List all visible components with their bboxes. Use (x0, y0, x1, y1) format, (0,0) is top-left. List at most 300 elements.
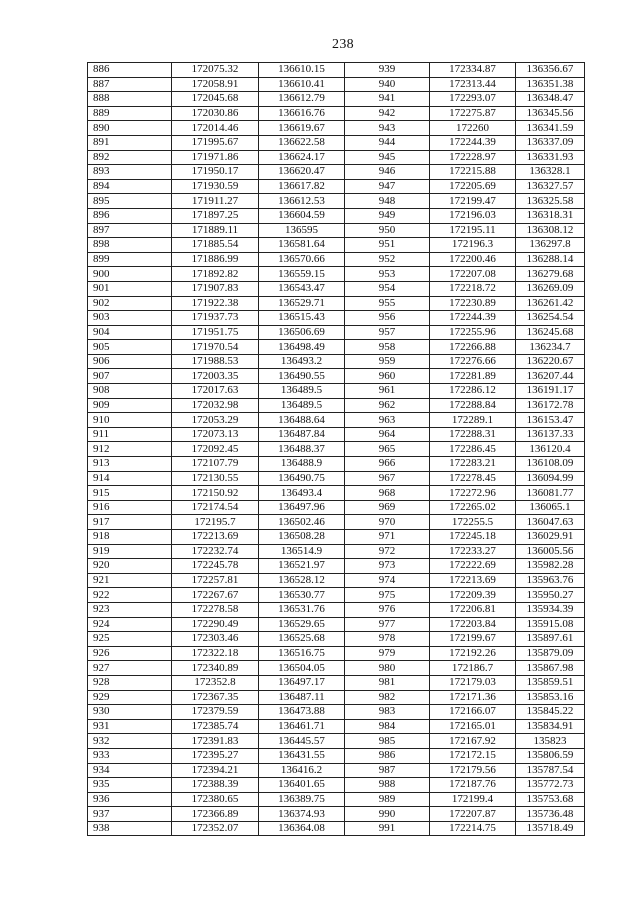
y-coordinate-cell: 136504.05 (259, 661, 345, 676)
y-coordinate-cell: 136461.71 (259, 719, 345, 734)
point-number-cell: 970 (345, 515, 430, 530)
x-coordinate-cell: 171930.59 (172, 179, 259, 194)
x-coordinate-cell: 172232.74 (172, 544, 259, 559)
y-coordinate-cell: 136220.67 (516, 354, 585, 369)
y-coordinate-cell: 136620.47 (259, 165, 345, 180)
x-coordinate-cell: 172278.45 (430, 471, 516, 486)
x-coordinate-cell: 172199.4 (430, 792, 516, 807)
point-number-cell: 916 (88, 500, 172, 515)
table-row (88, 661, 585, 676)
y-coordinate-cell: 136345.56 (516, 106, 585, 121)
point-number-cell: 901 (88, 281, 172, 296)
x-coordinate-cell: 172213.69 (430, 573, 516, 588)
point-number-cell: 939 (345, 63, 430, 78)
y-coordinate-cell: 136487.11 (259, 690, 345, 705)
y-coordinate-cell: 136581.64 (259, 238, 345, 253)
y-coordinate-cell: 136508.28 (259, 530, 345, 545)
table-row (88, 223, 585, 238)
table-row (88, 632, 585, 647)
y-coordinate-cell: 136374.93 (259, 807, 345, 822)
table-row (88, 150, 585, 165)
y-coordinate-cell: 136047.63 (516, 515, 585, 530)
x-coordinate-cell: 172186.7 (430, 661, 516, 676)
table-row (88, 63, 585, 78)
table-row (88, 457, 585, 472)
x-coordinate-cell: 171937.73 (172, 311, 259, 326)
point-number-cell: 924 (88, 617, 172, 632)
y-coordinate-cell: 136473.88 (259, 705, 345, 720)
x-coordinate-cell: 171988.53 (172, 354, 259, 369)
y-coordinate-cell: 136624.17 (259, 150, 345, 165)
point-number-cell: 925 (88, 632, 172, 647)
y-coordinate-cell: 135950.27 (516, 588, 585, 603)
y-coordinate-cell: 135806.59 (516, 748, 585, 763)
x-coordinate-cell: 172272.96 (430, 486, 516, 501)
y-coordinate-cell: 136364.08 (259, 821, 345, 836)
y-coordinate-cell: 136081.77 (516, 486, 585, 501)
table-row (88, 792, 585, 807)
point-number-cell: 990 (345, 807, 430, 822)
table-row (88, 588, 585, 603)
y-coordinate-cell: 136120.4 (516, 442, 585, 457)
table-row (88, 165, 585, 180)
x-coordinate-cell: 172092.45 (172, 442, 259, 457)
x-coordinate-cell: 171951.75 (172, 325, 259, 340)
y-coordinate-cell: 136488.9 (259, 457, 345, 472)
point-number-cell: 912 (88, 442, 172, 457)
point-number-cell: 989 (345, 792, 430, 807)
x-coordinate-cell: 172233.27 (430, 544, 516, 559)
y-coordinate-cell: 136502.46 (259, 515, 345, 530)
x-coordinate-cell: 172395.27 (172, 748, 259, 763)
y-coordinate-cell: 136261.42 (516, 296, 585, 311)
x-coordinate-cell: 172073.13 (172, 427, 259, 442)
y-coordinate-cell: 135897.61 (516, 632, 585, 647)
x-coordinate-cell: 171889.11 (172, 223, 259, 238)
y-coordinate-cell: 136269.09 (516, 281, 585, 296)
x-coordinate-cell: 172245.18 (430, 530, 516, 545)
x-coordinate-cell: 172352.07 (172, 821, 259, 836)
y-coordinate-cell: 136531.76 (259, 602, 345, 617)
table-row (88, 500, 585, 515)
table-row (88, 413, 585, 428)
x-coordinate-cell: 172014.46 (172, 121, 259, 136)
y-coordinate-cell: 136416.2 (259, 763, 345, 778)
x-coordinate-cell: 172215.88 (430, 165, 516, 180)
y-coordinate-cell: 136172.78 (516, 398, 585, 413)
point-number-cell: 958 (345, 340, 430, 355)
y-coordinate-cell: 135915.08 (516, 617, 585, 632)
x-coordinate-cell: 172230.89 (430, 296, 516, 311)
y-coordinate-cell: 135772.73 (516, 778, 585, 793)
point-number-cell: 931 (88, 719, 172, 734)
x-coordinate-cell: 172179.56 (430, 763, 516, 778)
x-coordinate-cell: 171892.82 (172, 267, 259, 282)
y-coordinate-cell: 136516.75 (259, 646, 345, 661)
y-coordinate-cell: 136337.09 (516, 135, 585, 150)
x-coordinate-cell: 172053.29 (172, 413, 259, 428)
point-number-cell: 887 (88, 77, 172, 92)
x-coordinate-cell: 172196.3 (430, 238, 516, 253)
point-number-cell: 985 (345, 734, 430, 749)
y-coordinate-cell: 136559.15 (259, 267, 345, 282)
point-number-cell: 955 (345, 296, 430, 311)
table-row (88, 398, 585, 413)
point-number-cell: 966 (345, 457, 430, 472)
x-coordinate-cell: 172130.55 (172, 471, 259, 486)
point-number-cell: 974 (345, 573, 430, 588)
x-coordinate-cell: 172195.11 (430, 223, 516, 238)
table-row (88, 748, 585, 763)
point-number-cell: 920 (88, 559, 172, 574)
y-coordinate-cell: 136493.4 (259, 486, 345, 501)
x-coordinate-cell: 172171.36 (430, 690, 516, 705)
x-coordinate-cell: 172107.79 (172, 457, 259, 472)
point-number-cell: 897 (88, 223, 172, 238)
y-coordinate-cell: 136529.65 (259, 617, 345, 632)
point-number-cell: 935 (88, 778, 172, 793)
x-coordinate-cell: 171897.25 (172, 208, 259, 223)
x-coordinate-cell: 172195.7 (172, 515, 259, 530)
coordinates-table-body (88, 63, 585, 836)
point-number-cell: 956 (345, 311, 430, 326)
x-coordinate-cell: 172391.83 (172, 734, 259, 749)
x-coordinate-cell: 172255.5 (430, 515, 516, 530)
x-coordinate-cell: 171970.54 (172, 340, 259, 355)
x-coordinate-cell: 172334.87 (430, 63, 516, 78)
y-coordinate-cell: 136497.17 (259, 675, 345, 690)
point-number-cell: 957 (345, 325, 430, 340)
table-row (88, 194, 585, 209)
table-row (88, 544, 585, 559)
table-row (88, 719, 585, 734)
point-number-cell: 980 (345, 661, 430, 676)
table-row (88, 92, 585, 107)
y-coordinate-cell: 136604.59 (259, 208, 345, 223)
point-number-cell: 903 (88, 311, 172, 326)
y-coordinate-cell: 136351.38 (516, 77, 585, 92)
point-number-cell: 967 (345, 471, 430, 486)
x-coordinate-cell: 172214.75 (430, 821, 516, 836)
point-number-cell: 981 (345, 675, 430, 690)
point-number-cell: 961 (345, 384, 430, 399)
point-number-cell: 964 (345, 427, 430, 442)
x-coordinate-cell: 172260 (430, 121, 516, 136)
y-coordinate-cell: 136288.14 (516, 252, 585, 267)
y-coordinate-cell: 136328.1 (516, 165, 585, 180)
point-number-cell: 910 (88, 413, 172, 428)
y-coordinate-cell: 136497.96 (259, 500, 345, 515)
table-row (88, 267, 585, 282)
table-row (88, 340, 585, 355)
y-coordinate-cell: 136327.57 (516, 179, 585, 194)
table-row (88, 427, 585, 442)
y-coordinate-cell: 136493.2 (259, 354, 345, 369)
point-number-cell: 944 (345, 135, 430, 150)
point-number-cell: 986 (345, 748, 430, 763)
x-coordinate-cell: 172366.89 (172, 807, 259, 822)
table-row (88, 763, 585, 778)
x-coordinate-cell: 172200.46 (430, 252, 516, 267)
x-coordinate-cell: 172228.97 (430, 150, 516, 165)
point-number-cell: 926 (88, 646, 172, 661)
y-coordinate-cell: 136325.58 (516, 194, 585, 209)
point-number-cell: 902 (88, 296, 172, 311)
table-row (88, 369, 585, 384)
point-number-cell: 959 (345, 354, 430, 369)
point-number-cell: 890 (88, 121, 172, 136)
point-number-cell: 960 (345, 369, 430, 384)
table-row (88, 734, 585, 749)
x-coordinate-cell: 172030.86 (172, 106, 259, 121)
table-row (88, 179, 585, 194)
y-coordinate-cell: 135823 (516, 734, 585, 749)
y-coordinate-cell: 136254.54 (516, 311, 585, 326)
point-number-cell: 905 (88, 340, 172, 355)
page-number: 238 (332, 37, 354, 52)
y-coordinate-cell: 136489.5 (259, 384, 345, 399)
point-number-cell: 940 (345, 77, 430, 92)
table-row (88, 354, 585, 369)
point-number-cell: 922 (88, 588, 172, 603)
x-coordinate-cell: 172303.46 (172, 632, 259, 647)
y-coordinate-cell: 136525.68 (259, 632, 345, 647)
point-number-cell: 932 (88, 734, 172, 749)
point-number-cell: 951 (345, 238, 430, 253)
y-coordinate-cell: 136318.31 (516, 208, 585, 223)
coordinates-table (87, 62, 585, 836)
x-coordinate-cell: 172167.92 (430, 734, 516, 749)
point-number-cell: 899 (88, 252, 172, 267)
point-number-cell: 937 (88, 807, 172, 822)
x-coordinate-cell: 172032.98 (172, 398, 259, 413)
x-coordinate-cell: 172244.39 (430, 311, 516, 326)
y-coordinate-cell: 136515.43 (259, 311, 345, 326)
y-coordinate-cell: 136490.75 (259, 471, 345, 486)
point-number-cell: 987 (345, 763, 430, 778)
table-row (88, 617, 585, 632)
table-row (88, 559, 585, 574)
x-coordinate-cell: 172288.84 (430, 398, 516, 413)
x-coordinate-cell: 172255.96 (430, 325, 516, 340)
point-number-cell: 914 (88, 471, 172, 486)
point-number-cell: 904 (88, 325, 172, 340)
point-number-cell: 968 (345, 486, 430, 501)
y-coordinate-cell: 135853.16 (516, 690, 585, 705)
y-coordinate-cell: 136234.7 (516, 340, 585, 355)
y-coordinate-cell: 136431.55 (259, 748, 345, 763)
y-coordinate-cell: 136490.55 (259, 369, 345, 384)
x-coordinate-cell: 171911.27 (172, 194, 259, 209)
point-number-cell: 969 (345, 500, 430, 515)
point-number-cell: 886 (88, 63, 172, 78)
x-coordinate-cell: 172276.66 (430, 354, 516, 369)
x-coordinate-cell: 172165.01 (430, 719, 516, 734)
y-coordinate-cell: 136331.93 (516, 150, 585, 165)
point-number-cell: 963 (345, 413, 430, 428)
x-coordinate-cell: 172340.89 (172, 661, 259, 676)
point-number-cell: 909 (88, 398, 172, 413)
table-row (88, 602, 585, 617)
x-coordinate-cell: 171971.86 (172, 150, 259, 165)
x-coordinate-cell: 172244.39 (430, 135, 516, 150)
y-coordinate-cell: 136610.15 (259, 63, 345, 78)
y-coordinate-cell: 136530.77 (259, 588, 345, 603)
y-coordinate-cell: 135753.68 (516, 792, 585, 807)
y-coordinate-cell: 136341.59 (516, 121, 585, 136)
y-coordinate-cell: 136029.91 (516, 530, 585, 545)
point-number-cell: 978 (345, 632, 430, 647)
table-row (88, 471, 585, 486)
table-row (88, 690, 585, 705)
point-number-cell: 982 (345, 690, 430, 705)
y-coordinate-cell: 136094.99 (516, 471, 585, 486)
y-coordinate-cell: 136297.8 (516, 238, 585, 253)
y-coordinate-cell: 136514.9 (259, 544, 345, 559)
x-coordinate-cell: 172222.69 (430, 559, 516, 574)
table-row (88, 530, 585, 545)
point-number-cell: 945 (345, 150, 430, 165)
y-coordinate-cell: 136489.5 (259, 398, 345, 413)
y-coordinate-cell: 136528.12 (259, 573, 345, 588)
x-coordinate-cell: 172257.81 (172, 573, 259, 588)
y-coordinate-cell: 136389.75 (259, 792, 345, 807)
point-number-cell: 927 (88, 661, 172, 676)
y-coordinate-cell: 136279.68 (516, 267, 585, 282)
x-coordinate-cell: 172199.67 (430, 632, 516, 647)
table-row (88, 252, 585, 267)
point-number-cell: 973 (345, 559, 430, 574)
y-coordinate-cell: 135934.39 (516, 602, 585, 617)
point-number-cell: 928 (88, 675, 172, 690)
y-coordinate-cell: 136245.68 (516, 325, 585, 340)
x-coordinate-cell: 172245.78 (172, 559, 259, 574)
point-number-cell: 950 (345, 223, 430, 238)
table-row (88, 442, 585, 457)
x-coordinate-cell: 172313.44 (430, 77, 516, 92)
table-row (88, 135, 585, 150)
y-coordinate-cell: 136153.47 (516, 413, 585, 428)
point-number-cell: 976 (345, 602, 430, 617)
x-coordinate-cell: 172380.65 (172, 792, 259, 807)
x-coordinate-cell: 172352.8 (172, 675, 259, 690)
point-number-cell: 971 (345, 530, 430, 545)
point-number-cell: 936 (88, 792, 172, 807)
point-number-cell: 917 (88, 515, 172, 530)
x-coordinate-cell: 172322.18 (172, 646, 259, 661)
point-number-cell: 934 (88, 763, 172, 778)
y-coordinate-cell: 136356.67 (516, 63, 585, 78)
y-coordinate-cell: 136529.71 (259, 296, 345, 311)
y-coordinate-cell: 136207.44 (516, 369, 585, 384)
y-coordinate-cell: 136445.57 (259, 734, 345, 749)
x-coordinate-cell: 171885.54 (172, 238, 259, 253)
point-number-cell: 965 (345, 442, 430, 457)
x-coordinate-cell: 172288.31 (430, 427, 516, 442)
table-row (88, 573, 585, 588)
point-number-cell: 894 (88, 179, 172, 194)
point-number-cell: 938 (88, 821, 172, 836)
point-number-cell: 953 (345, 267, 430, 282)
x-coordinate-cell: 172290.49 (172, 617, 259, 632)
point-number-cell: 975 (345, 588, 430, 603)
x-coordinate-cell: 172275.87 (430, 106, 516, 121)
point-number-cell: 930 (88, 705, 172, 720)
point-number-cell: 979 (345, 646, 430, 661)
y-coordinate-cell: 136487.84 (259, 427, 345, 442)
point-number-cell: 907 (88, 369, 172, 384)
x-coordinate-cell: 172209.39 (430, 588, 516, 603)
x-coordinate-cell: 172196.03 (430, 208, 516, 223)
point-number-cell: 893 (88, 165, 172, 180)
x-coordinate-cell: 172388.39 (172, 778, 259, 793)
x-coordinate-cell: 172206.81 (430, 602, 516, 617)
y-coordinate-cell: 135787.54 (516, 763, 585, 778)
point-number-cell: 892 (88, 150, 172, 165)
point-number-cell: 952 (345, 252, 430, 267)
point-number-cell: 943 (345, 121, 430, 136)
x-coordinate-cell: 172150.92 (172, 486, 259, 501)
table-row (88, 106, 585, 121)
y-coordinate-cell: 135859.51 (516, 675, 585, 690)
y-coordinate-cell: 136612.53 (259, 194, 345, 209)
point-number-cell: 923 (88, 602, 172, 617)
x-coordinate-cell: 172058.91 (172, 77, 259, 92)
x-coordinate-cell: 172293.07 (430, 92, 516, 107)
x-coordinate-cell: 172017.63 (172, 384, 259, 399)
table-row (88, 486, 585, 501)
point-number-cell: 891 (88, 135, 172, 150)
point-number-cell: 918 (88, 530, 172, 545)
y-coordinate-cell: 136108.09 (516, 457, 585, 472)
table-row (88, 311, 585, 326)
y-coordinate-cell: 135963.76 (516, 573, 585, 588)
x-coordinate-cell: 171995.67 (172, 135, 259, 150)
point-number-cell: 984 (345, 719, 430, 734)
point-number-cell: 946 (345, 165, 430, 180)
y-coordinate-cell: 136617.82 (259, 179, 345, 194)
x-coordinate-cell: 172187.76 (430, 778, 516, 793)
table-row (88, 121, 585, 136)
y-coordinate-cell: 135879.09 (516, 646, 585, 661)
y-coordinate-cell: 136619.67 (259, 121, 345, 136)
point-number-cell: 911 (88, 427, 172, 442)
x-coordinate-cell: 172289.1 (430, 413, 516, 428)
point-number-cell: 888 (88, 92, 172, 107)
point-number-cell: 977 (345, 617, 430, 632)
x-coordinate-cell: 172385.74 (172, 719, 259, 734)
y-coordinate-cell: 136595 (259, 223, 345, 238)
x-coordinate-cell: 172199.47 (430, 194, 516, 209)
y-coordinate-cell: 136308.12 (516, 223, 585, 238)
point-number-cell: 889 (88, 106, 172, 121)
point-number-cell: 948 (345, 194, 430, 209)
y-coordinate-cell: 136570.66 (259, 252, 345, 267)
point-number-cell: 988 (345, 778, 430, 793)
point-number-cell: 921 (88, 573, 172, 588)
x-coordinate-cell: 172266.88 (430, 340, 516, 355)
y-coordinate-cell: 135982.28 (516, 559, 585, 574)
y-coordinate-cell: 135867.98 (516, 661, 585, 676)
x-coordinate-cell: 172179.03 (430, 675, 516, 690)
y-coordinate-cell: 136488.64 (259, 413, 345, 428)
y-coordinate-cell: 136348.47 (516, 92, 585, 107)
table-row (88, 384, 585, 399)
x-coordinate-cell: 172367.35 (172, 690, 259, 705)
y-coordinate-cell: 136506.69 (259, 325, 345, 340)
table-row (88, 515, 585, 530)
x-coordinate-cell: 171922.38 (172, 296, 259, 311)
